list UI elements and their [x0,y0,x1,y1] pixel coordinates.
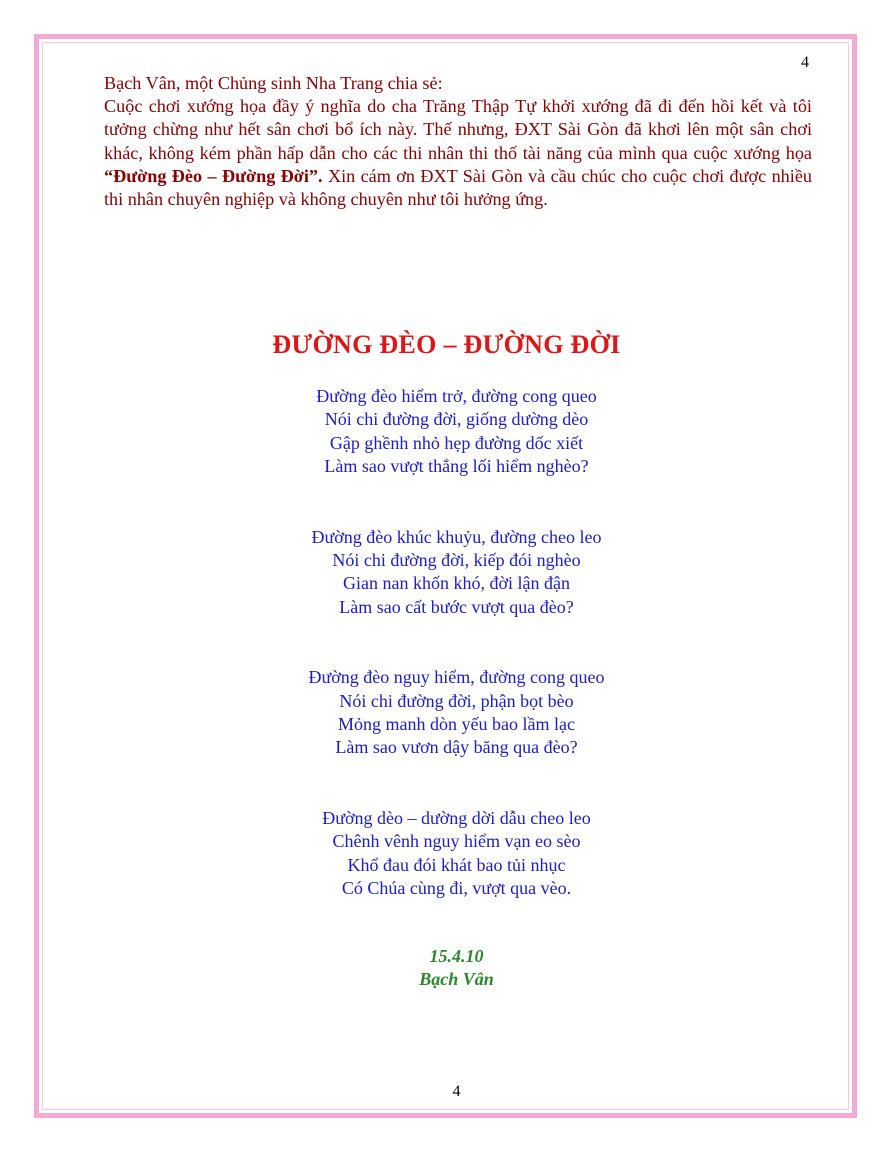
poem-line: Đường đèo hiểm trở, đường cong queo [316,386,597,406]
intro-text-before: Cuộc chơi xướng họa đầy ý nghĩa do cha Trăng Thập Tự khởi xướng đã đi đến hồi kết và tôi tưởng chừng như hết sân chơi bổ ích này. Thế nhưng, ĐXT Sài Gòn đã khơi lên một sân chơi khác, không kém phần hấp dẫn cho các thi nhân thi thố tài năng của mình qua cuộc xướng họa [104,96,812,163]
poem-line: Mỏng manh dòn yếu bao lầm lạc [338,714,575,735]
page-number-top: 4 [801,54,809,71]
poem-title: ĐƯỜNG ĐÈO – ĐƯỜNG ĐỜI [272,330,621,359]
intro-bold-title: “Đường Đèo – Đường Đời”. [104,165,323,186]
poem-line: Nói chi đường đời, giống dường dèo [324,409,589,430]
poem-line: Làm sao cất bước vượt qua đèo? [339,596,574,617]
signature-date: 15.4.10 [429,946,484,966]
stanza-2 [0,526,893,620]
poem-line: Chênh vênh nguy hiểm vạn eo sèo [332,831,581,852]
poem-line: Làm sao vượt thắng lối hiểm nghèo? [324,456,589,477]
poem-line: Nói chi đường đời, phận bọt bèo [339,690,574,711]
poem-line: Đường dèo – dường dời dẫu cheo leo [322,807,591,828]
page-number-bottom: 4 [452,1083,461,1100]
poem [0,385,893,948]
stanza-1 [0,385,893,479]
poem-line: Làm sao vươn dậy băng qua đèo? [335,737,578,758]
poem-line: Gập ghềnh nhỏ hẹp đường dốc xiết [329,432,584,453]
intro-text-after: Xin cám ơn ĐXT Sài Gòn và cầu chúc cho cuộc chơi được nhiều thi nhân chuyên nghiệp và không chuyên như tôi hưởng ứng. [104,165,812,210]
intro-body [104,95,812,211]
poem-line: Đường đèo nguy hiểm, đường cong queo [308,667,605,688]
stanza-4 [0,807,893,901]
poem-line: Khổ đau đói khát bao tủi nhục [347,854,566,875]
intro-section [104,72,812,211]
signature-author: Bạch Vân [419,969,494,989]
signature [0,945,893,991]
poem-line: Gian nan khốn khó, đời lận đận [343,573,570,594]
poem-line: Có Chúa cùng đi, vượt qua vèo. [341,878,572,899]
poem-line: Nói chi đường đời, kiếp đói nghèo [332,550,581,571]
stanza-3 [0,666,893,760]
intro-lead: Bạch Vân, một Chủng sinh Nha Trang chia sẻ: [104,73,443,93]
poem-line: Đường đèo khúc khuỷu, đường cheo leo [311,526,602,547]
